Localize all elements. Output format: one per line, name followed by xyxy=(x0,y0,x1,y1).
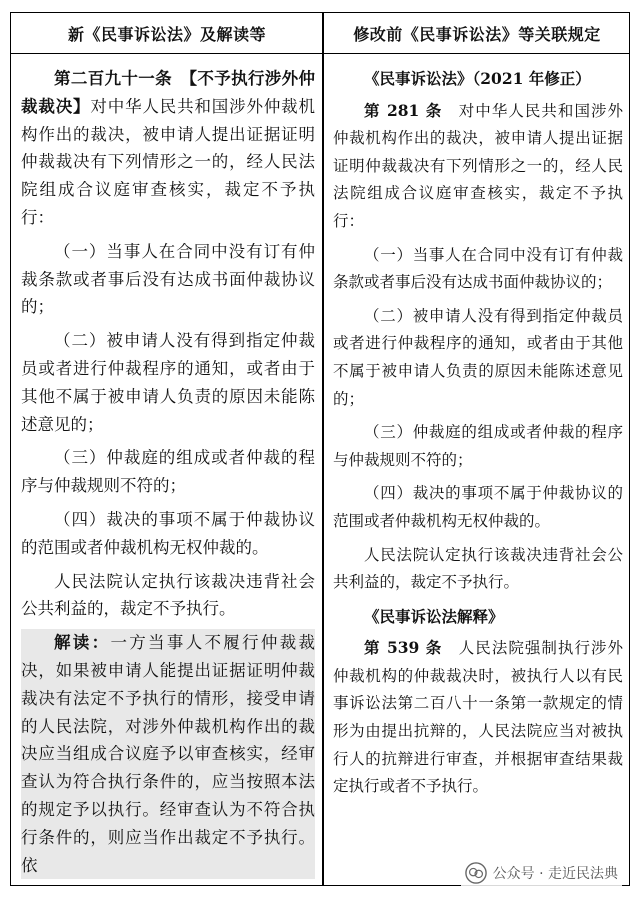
left-public-interest: 人民法院认定执行该裁决违背社会公共利益的，裁定不予执行。 xyxy=(21,571,315,619)
header-left-title: 新《民事诉讼法》及解读等 xyxy=(67,24,266,44)
left-column xyxy=(21,65,315,885)
interp-label: 解读： xyxy=(54,633,111,653)
right-item-4: （四）裁决的事项不属于仲裁协议的范围或者仲裁机构无权仲裁的。 xyxy=(333,484,623,530)
left-article xyxy=(21,65,315,232)
watermark-text: 公众号 · 走近民法典 xyxy=(492,866,618,882)
right-article xyxy=(333,97,623,236)
wechat-official-account-icon xyxy=(465,862,487,884)
right-item-1: （一）当事人在合同中没有订有仲裁条款或者事后没有达成书面仲裁协议的； xyxy=(333,245,623,292)
right-article-no: 第 281 条 xyxy=(364,100,443,120)
right-article-body: 对中华人民共和国涉外仲裁机构作出的裁决，被申请人提出证据证明仲裁裁决有下列情形之一的，经人民法院组成合议庭审查核实，裁定不予执行： xyxy=(333,101,623,230)
right-column xyxy=(333,65,623,885)
left-interpretation xyxy=(21,629,315,879)
right-article-2 xyxy=(333,634,623,801)
left-item-4: （四）裁决的事项不属于仲裁协议的范围或者仲裁机构无权仲裁的。 xyxy=(21,509,315,557)
left-article-body: 对中华人民共和国涉外仲裁机构作出的裁决，被申请人提出证据证明仲裁裁决有下列情形之一的，经人民法院组成合议庭审查核实，裁定不予执行： xyxy=(21,96,315,227)
right-source-2: 《民事诉讼法解释》 xyxy=(364,606,504,626)
column-divider xyxy=(322,13,324,885)
left-item-3: （三）仲裁庭的组成或者仲裁的程序与仲裁规则不符的； xyxy=(21,448,315,496)
table-header xyxy=(11,13,629,54)
watermark xyxy=(461,860,622,886)
right-source-1: 《民事诉讼法》（2021 年修正） xyxy=(364,69,591,88)
left-item-2: （二）被申请人没有得到指定仲裁员或者进行仲裁程序的通知，或者由于其他不属于被申请人负责的原因未能陈述意见的； xyxy=(21,331,315,434)
left-item-1: （一）当事人在合同中没有订有仲裁条款或者事后没有达成书面仲裁协议的； xyxy=(21,241,315,317)
right-article2-no: 第 539 条 xyxy=(364,638,443,658)
right-public-interest: 人民法院认定执行该裁决违背社会公共利益的，裁定不予执行。 xyxy=(333,545,623,592)
comparison-table xyxy=(10,12,630,886)
right-item-2: （二）被申请人没有得到指定仲裁员或者进行仲裁程序的通知，或者由于其他不属于被申请人负责的原因未能陈述意见的； xyxy=(333,306,623,408)
left-article-title: 第二百九十一条 【不予执行涉外仲裁裁决】 xyxy=(21,69,315,116)
right-article2-body: 人民法院强制执行涉外仲裁机构的仲裁裁决时，被执行人以有民事诉讼法第二百八十一条第一款规定的情形为由提出抗辩的，人民法院应当对被执行人的抗辩进行审查，并根据审查结果裁定执行或者不予执行。 xyxy=(333,639,623,796)
header-right-title: 修改前《民事诉讼法》等关联规定 xyxy=(353,24,601,44)
interp-text: 一方当事人不履行仲裁裁决，如果被申请人能提出证据证明仲裁裁决有法定不予执行的情形，接受申请的人民法院，对涉外仲裁机构作出的裁决应当组成合议庭予以审查核实，经审查认为符合执行条件的，应当按照本法的规定予以执行。经审查认为不符合执行条件的，则应当作出裁定不予执行。依 xyxy=(21,633,315,875)
right-item-3: （三）仲裁庭的组成或者仲裁的程序与仲裁规则不符的； xyxy=(333,423,623,469)
